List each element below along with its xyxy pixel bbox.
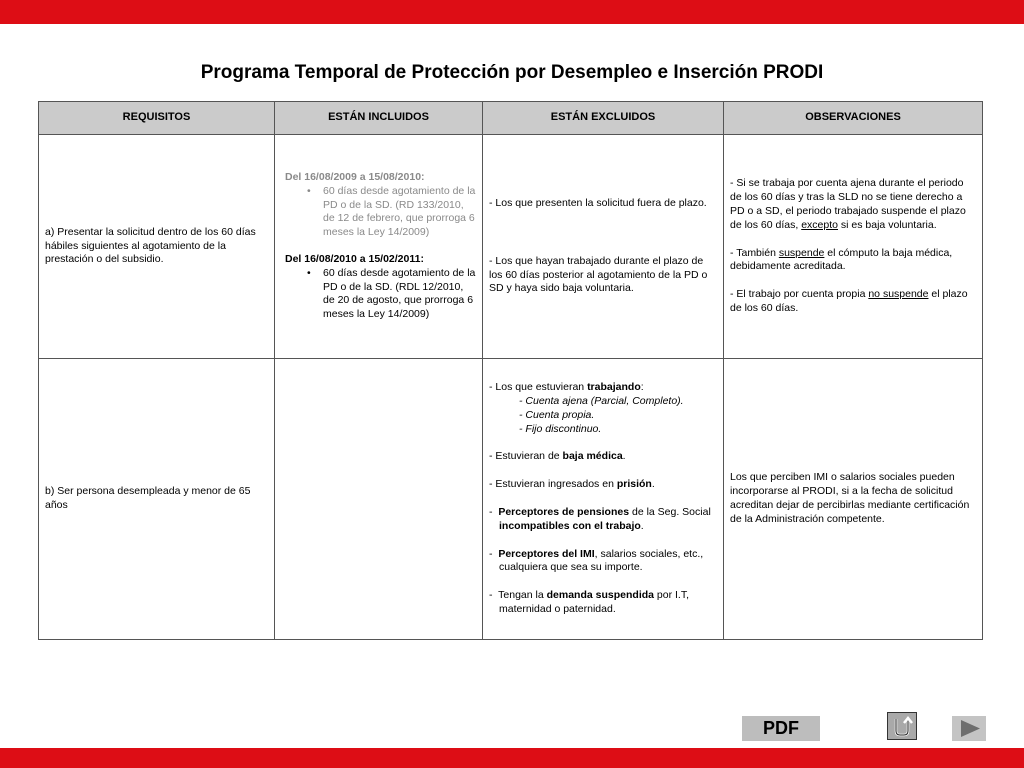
row1-requisito-cell (39, 135, 275, 359)
pdf-button[interactable]: PDF (742, 716, 820, 741)
play-right-icon[interactable] (952, 716, 986, 741)
excluido-trabajado-plazo: - Los que hayan trabajado durante el plazo de los 60 días posterior al agotamiento de la PD o SD y haya sido baja voluntaria. (489, 254, 708, 295)
row2-observaciones-text: Los que perciben IMI o salarios sociales pueden incorporarse al PRODI, si a la fecha de solicitud acreditan dejar de percibirlas mediante certificación de la Administración competente. (730, 471, 970, 525)
excluido-pensiones: - Perceptores de pensiones de la Seg. Social incompatibles con el trabajo. (489, 506, 711, 532)
period2-title: Del 16/08/2010 a 15/02/2011: (285, 253, 424, 265)
header-requisitos: REQUISITOS (39, 102, 275, 135)
bottom-red-bar (0, 748, 1024, 768)
page-title: Programa Temporal de Protección por Desempleo e Inserción PRODI (200, 62, 824, 83)
observacion-baja-medica: - También suspende el cómputo la baja médica, debidamente acreditada. (730, 246, 953, 273)
excluido-baja-medica: - Estuvieran de baja médica. (489, 450, 626, 463)
row2-incluidos-cell (275, 359, 483, 640)
excluido-demanda-suspendida: - Tengan la demanda suspendida por I.T, maternidad o paternidad. (489, 589, 689, 615)
sub-cuenta-ajena: - Cuenta ajena (Parcial, Completo). (519, 395, 684, 408)
table-row (39, 359, 983, 640)
observacion-cuenta-propia: - El trabajo por cuenta propia no suspende el plazo de los 60 días. (730, 288, 968, 314)
row2-requisito-cell (39, 359, 275, 640)
sub-fijo-discontinuo: - Fijo discontinuo. (519, 422, 602, 435)
header-incluidos: ESTÁN INCLUIDOS (275, 102, 483, 135)
header-observaciones: OBSERVACIONES (724, 102, 983, 135)
row1-observaciones-cell (724, 135, 983, 359)
row2-requisito-text: b) Ser persona desempleada y menor de 65 años (45, 485, 251, 511)
period1-title: Del 16/08/2009 a 15/08/2010: (285, 171, 425, 184)
sub-cuenta-propia: - Cuenta propia. (519, 408, 595, 421)
top-red-bar (0, 0, 1024, 24)
period2-item: • 60 días desde agotamiento de la PD o de la SD. (RDL 12/2010, de 20 de agosto, que prorroga 6 meses la Ley 14/2009) (323, 267, 476, 322)
row1-requisito-text: a) Presentar la solicitud dentro de los 60 días hábiles siguientes al agotamiento de la prestación o del subsidio. (45, 225, 256, 266)
excluido-imi: - Perceptores del IMI, salarios sociales, etc., cualquiera que sea su importe. (489, 547, 704, 574)
period1-item: • 60 días desde agotamiento de la PD o de la SD. (RD 133/2010, de 12 de febrero, que prorroga 6 meses la Ley 14/2009) (323, 185, 476, 240)
return-arrow-icon[interactable] (887, 712, 917, 740)
row1-incluidos-cell (275, 135, 483, 359)
requirements-table (38, 101, 983, 640)
row1-excluidos-cell (483, 135, 724, 359)
header-excluidos: ESTÁN EXCLUIDOS (483, 102, 724, 135)
observacion-cuenta-ajena: - Si se trabaja por cuenta ajena durante el periodo de los 60 días y tras la SLD no se tiene derecho a PD o a SD, el periodo trabajado suspende el plazo de los 60 días, excepto si es baja voluntaria. (730, 177, 966, 231)
excluido-fuera-plazo: - Los que presenten la solicitud fuera de plazo. (489, 196, 707, 209)
excluido-prision: - Estuvieran ingresados en prisión. (489, 478, 655, 491)
excluido-trabajando: - Los que estuvieran trabajando: (489, 381, 644, 394)
table-row (39, 135, 983, 359)
row2-excluidos-cell (483, 359, 724, 640)
row2-observaciones-cell (724, 359, 983, 640)
